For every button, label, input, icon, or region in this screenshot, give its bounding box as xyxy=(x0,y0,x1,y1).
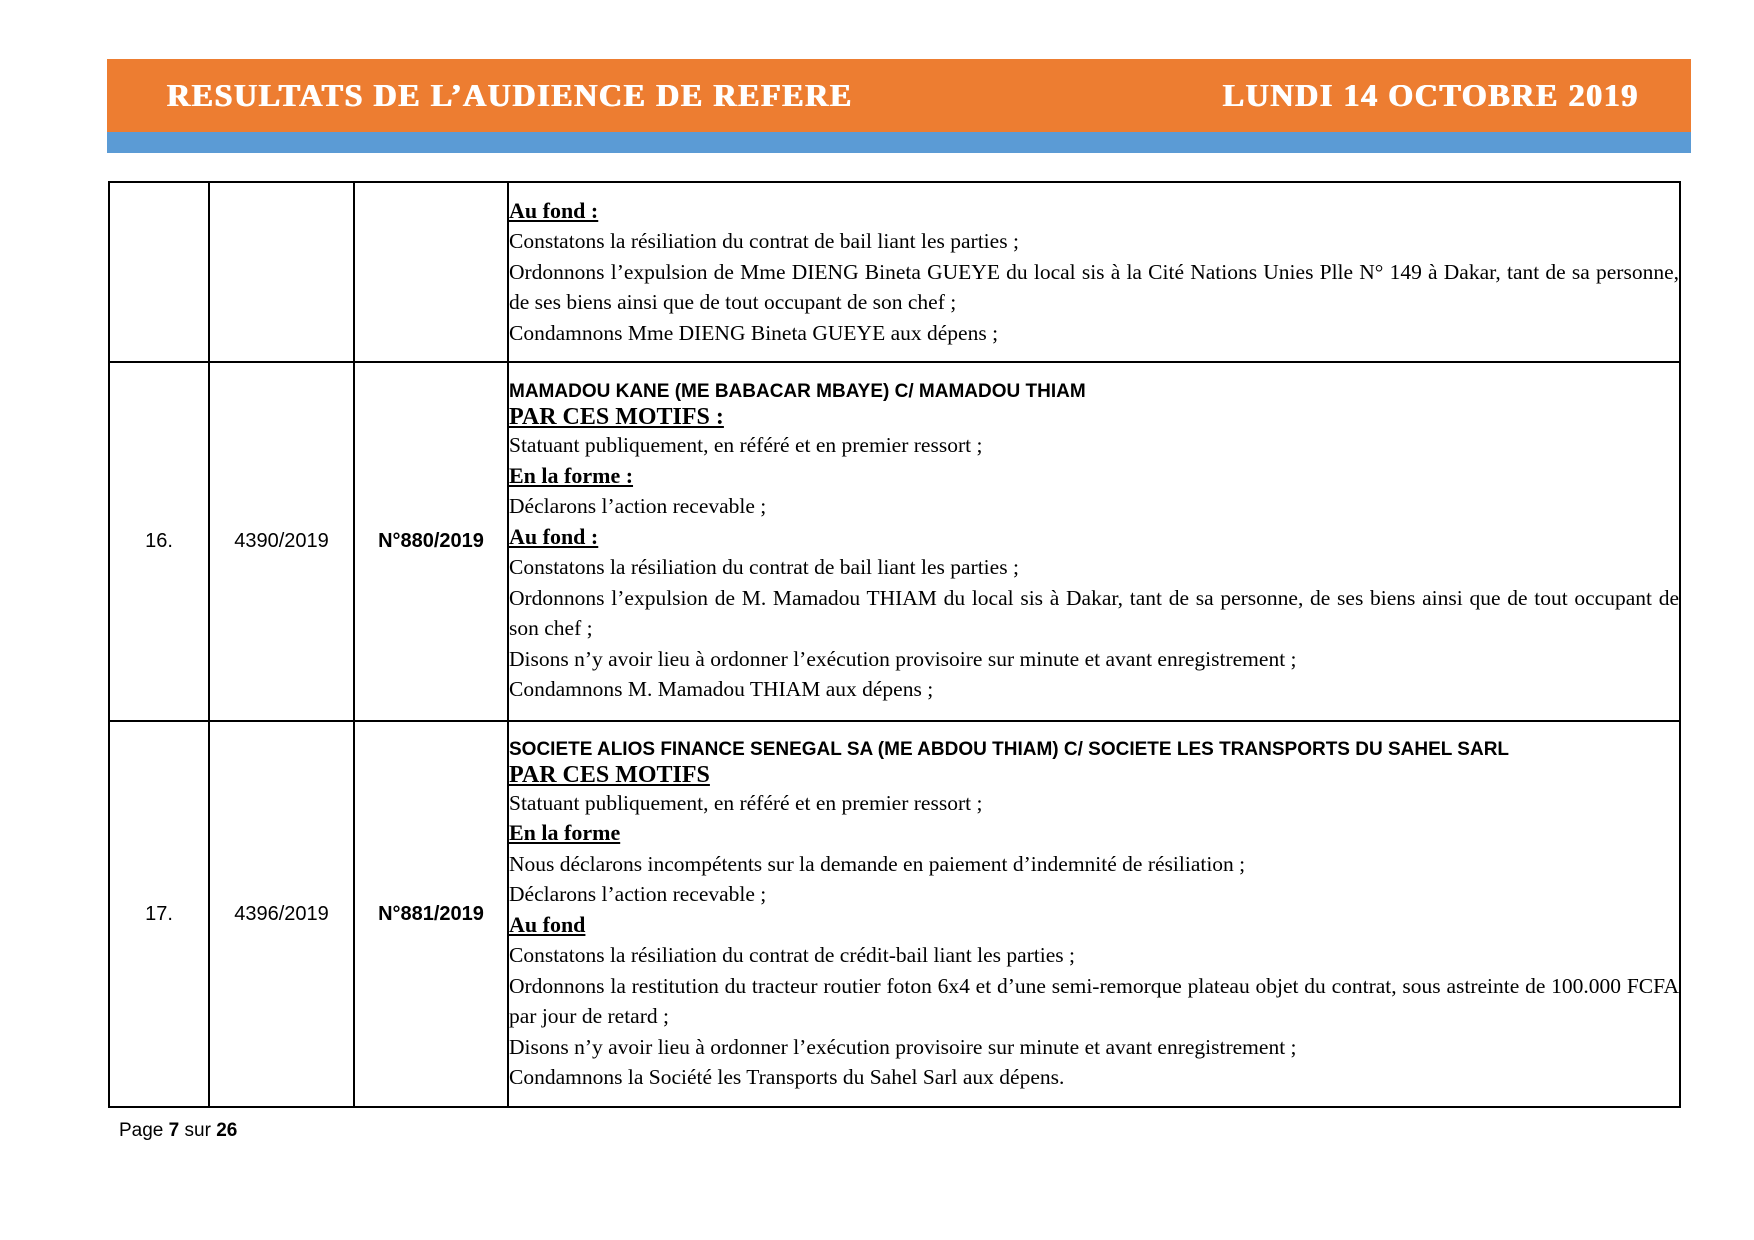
header-stripe xyxy=(107,132,1691,153)
ruling-line: Déclarons l’action recevable ; xyxy=(509,882,767,906)
ruling-line: Statuant publiquement, en référé et en premier ressort ; xyxy=(509,433,983,458)
ruling-line: Condamnons M. Mamadou THIAM aux dépens ; xyxy=(509,677,934,702)
page-separator: sur xyxy=(184,1120,211,1141)
case-number-cell xyxy=(109,182,209,362)
ruling-cell xyxy=(508,182,1680,362)
page-footer xyxy=(119,1120,237,1142)
case-parties: MAMADOU KANE (ME BABACAR MBAYE) C/ MAMADOU THIAM xyxy=(509,381,1086,403)
ruling-line: Disons n’y avoir lieu à ordonner l’exécution provisoire sur minute et avant enregistrement ; xyxy=(509,646,1297,671)
role-number-cell: 4390/2019 xyxy=(209,362,354,721)
header-banner xyxy=(107,59,1691,132)
table-row xyxy=(109,362,1680,721)
rulings-table xyxy=(108,181,1681,1108)
ruling-line: Ordonnons la restitution du tracteur routier foton 6x4 et d’une semi-remorque plateau objet du contrat, sous astreinte de 100.000 FCFA par jour de retard ; xyxy=(509,973,1679,1028)
case-number-cell: 17. xyxy=(109,721,209,1107)
ruling-line: Condamnons la Société les Transports du Sahel Sarl aux dépens. xyxy=(509,1065,1065,1089)
section-heading: En la forme : xyxy=(509,462,634,488)
ruling-line: Nous déclarons incompétents sur la demande en paiement d’indemnité de résiliation ; xyxy=(509,851,1246,876)
ruling-line: Déclarons l’action recevable ; xyxy=(509,494,767,519)
hearing-date: LUNDI 14 OCTOBRE 2019 xyxy=(1222,77,1639,113)
ruling-line: Ordonnons l’expulsion de M. Mamadou THIAM du local sis à Dakar, tant de sa personne, de ses biens ainsi que de tout occupant de son chef ; xyxy=(509,585,1679,641)
case-number-cell: 16. xyxy=(109,362,209,721)
ruling-cell xyxy=(508,362,1680,721)
current-page: 7 xyxy=(168,1120,180,1141)
ordonnance-number-cell: N°881/2019 xyxy=(354,721,508,1107)
ruling-line: Condamnons Mme DIENG Bineta GUEYE aux dépens ; xyxy=(509,320,999,345)
section-heading: Au fond : xyxy=(509,523,599,549)
ruling-line: Constatons la résiliation du contrat de bail liant les parties ; xyxy=(509,555,1019,580)
role-number-cell xyxy=(209,182,354,362)
ruling-line: Constatons la résiliation du contrat de bail liant les parties ; xyxy=(509,229,1019,254)
page-label: Page xyxy=(119,1120,164,1141)
role-number-cell: 4396/2019 xyxy=(209,721,354,1107)
table-row xyxy=(109,721,1680,1107)
ruling-line: Statuant publiquement, en référé et en premier ressort ; xyxy=(509,790,983,815)
rulings-table-body xyxy=(109,182,1680,1107)
page-title: RESULTATS DE L’AUDIENCE DE REFERE xyxy=(167,77,853,113)
ruling-cell xyxy=(508,721,1680,1107)
section-heading: Au fond : xyxy=(509,197,599,223)
ordonnance-number-cell: N°880/2019 xyxy=(354,362,508,721)
section-heading: PAR CES MOTIFS : xyxy=(509,404,724,431)
table-row xyxy=(109,182,1680,362)
ruling-line: Disons n’y avoir lieu à ordonner l’exécution provisoire sur minute et avant enregistrement ; xyxy=(509,1034,1297,1059)
total-pages: 26 xyxy=(216,1120,238,1141)
ruling-line: Constatons la résiliation du contrat de crédit-bail liant les parties ; xyxy=(509,943,1076,967)
section-heading: Au fond xyxy=(509,911,586,937)
ruling-line: Ordonnons l’expulsion de Mme DIENG Bineta GUEYE du local sis à la Cité Nations Unies Plle N° 149 à Dakar, tant de sa personne, de ses biens ainsi que de tout occupant de son chef ; xyxy=(509,259,1679,315)
case-parties: SOCIETE ALIOS FINANCE SENEGAL SA (ME ABDOU THIAM) C/ SOCIETE LES TRANSPORTS DU SAHEL SARL xyxy=(509,738,1510,760)
ordonnance-number-cell xyxy=(354,182,508,362)
section-heading: En la forme xyxy=(509,820,621,845)
section-heading: PAR CES MOTIFS xyxy=(509,761,710,788)
